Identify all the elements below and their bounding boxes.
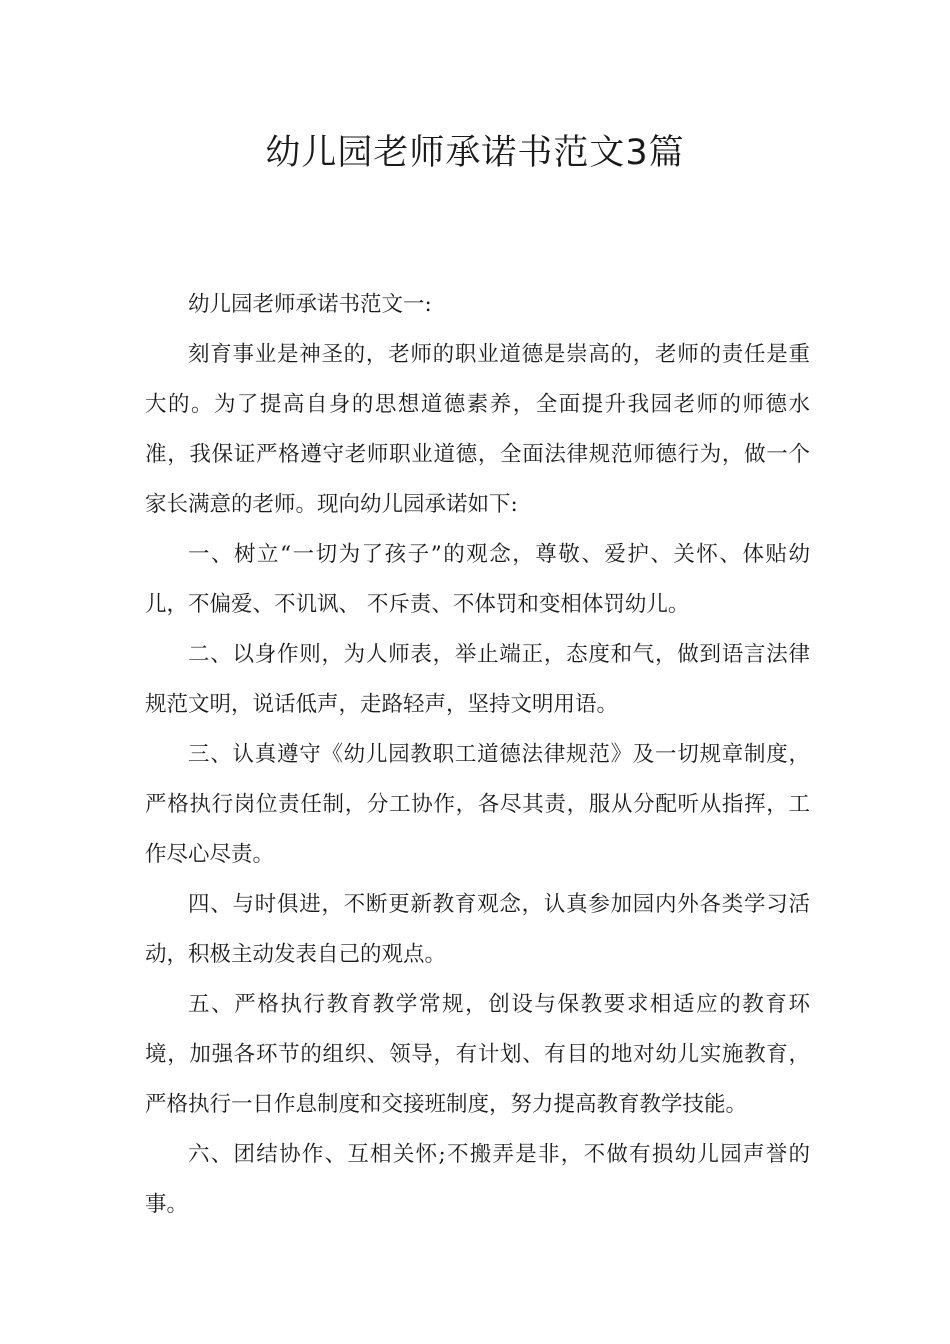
promise-item-5: 五、严格执行教育教学常规，创设与保教要求相适应的教育环境，加强各环节的组织、领导，有计划、有目的地对幼儿实施教育，严格执行一日作息制度和交接班制度，努力提高教育教学技能。 [145, 992, 810, 1117]
promise-item-3: 三、认真遵守《幼儿园教职工道德法律规范》及一切规章制度，严格执行岗位责任制，分工协作，各尽其责，服从分配听从指挥，工作尽心尽责。 [145, 742, 810, 867]
document-title: 幼儿园老师承诺书范文3篇 [265, 133, 685, 173]
promise-item-4: 四、与时俱进，不断更新教育观念，认真参加园内外各类学习活动，积极主动发表自己的观点。 [145, 892, 810, 967]
intro-paragraph: 刻育事业是神圣的，老师的职业道德是崇高的，老师的责任是重大的。为了提高自身的思想道德素养，全面提升我园老师的师德水准，我保证严格遵守老师职业道德，全面法律规范师德行为，做一个家长满意的老师。现向幼儿园承诺如下: [145, 342, 810, 517]
section-heading: 幼儿园老师承诺书范文一: [188, 292, 432, 317]
promise-item-6: 六、团结协作、互相关怀;不搬弄是非，不做有损幼儿园声誉的事。 [145, 1142, 810, 1217]
promise-item-2: 二、以身作则，为人师表，举止端正，态度和气，做到语言法律规范文明，说话低声，走路轻声，坚持文明用语。 [145, 642, 810, 717]
promise-item-1: 一、树立“一切为了孩子”的观念，尊敬、爱护、关怀、体贴幼儿，不偏爱、不讥讽、 不斥责、不体罚和变相体罚幼儿。 [145, 542, 810, 617]
document-body [145, 280, 810, 1230]
